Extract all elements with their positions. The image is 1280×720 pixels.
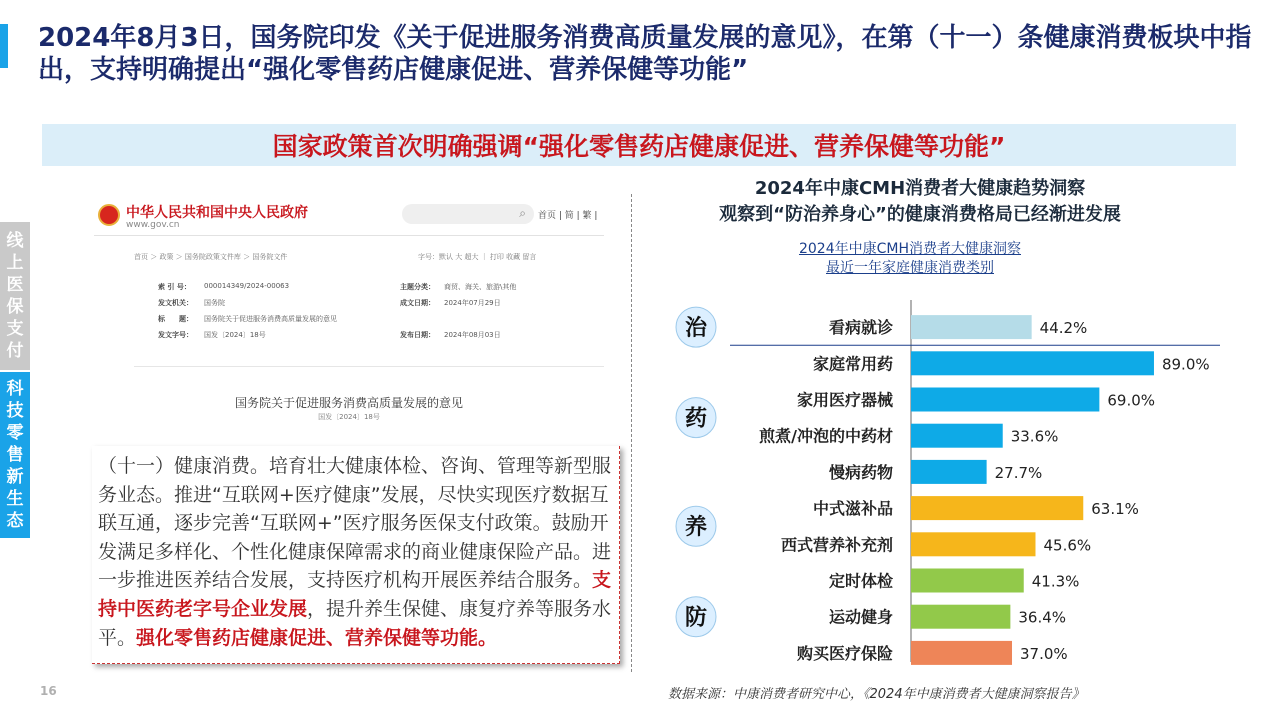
category-label: 看病就诊 <box>828 318 893 338</box>
chart-subtitle-line: 2024年中康CMH消费者大健康洞察 <box>798 241 1021 257</box>
doc-meta-row <box>158 330 598 346</box>
health-consumption-bar-chart <box>640 300 1220 672</box>
chart-subtitle-line: 最近一年家庭健康消费类别 <box>826 260 994 276</box>
doc-divider <box>134 366 604 367</box>
chart-title-line: 2024年中康CMH消费者大健康趋势洞察 <box>754 178 1086 199</box>
side-tab-char: 付 <box>6 341 24 361</box>
chart-subtitle <box>740 240 1080 278</box>
group-label: 药 <box>684 406 708 432</box>
quote-highlight: 强化零售药店健康促进、营养保健等功能。 <box>136 626 498 649</box>
doc-number: 国发〔2024〕18号 <box>318 413 380 421</box>
policy-quote-box <box>92 446 620 664</box>
gov-site-links[interactable]: 首页 | 简 | 繁 | <box>538 211 598 221</box>
bar-3 <box>911 388 1099 412</box>
page-number: 16 <box>40 684 57 698</box>
doc-meta-row <box>158 298 598 314</box>
data-label: 44.2% <box>1039 319 1088 338</box>
side-tab-char: 线 <box>6 231 24 251</box>
bar-6 <box>911 496 1083 520</box>
doc-meta-row <box>158 314 598 330</box>
group-label: 治 <box>684 316 708 342</box>
bar-7 <box>911 532 1035 556</box>
category-label: 煎煮/冲泡的中药材 <box>759 426 893 446</box>
meta-value: 国发〔2024〕18号 <box>204 331 266 339</box>
doc-metadata <box>158 282 598 346</box>
bar-10 <box>911 641 1012 665</box>
chart-title <box>640 176 1200 228</box>
data-label: 27.7% <box>994 463 1043 482</box>
headline-accent-bar <box>0 24 8 68</box>
quote-text: ，提升养生保健、康复疗养等服务水平。 <box>98 597 612 649</box>
banner-text: 国家政策首次明确强调“强化零售药店健康促进、营养保健等功能” <box>272 132 1006 161</box>
breadcrumb[interactable]: 首页 ＞ 政策 ＞ 国务院政策文件库 ＞ 国务院文件 <box>134 253 288 261</box>
side-tab-online-insurance[interactable] <box>0 222 30 370</box>
data-source: 数据来源：中康消费者研究中心，《2024年中康消费者大健康洞察报告》 <box>668 687 1085 702</box>
category-label: 购买医疗保险 <box>796 643 893 663</box>
national-emblem-icon <box>98 204 120 226</box>
data-label: 37.0% <box>1020 644 1068 663</box>
data-label: 45.6% <box>1043 536 1092 555</box>
meta-label: 发布日期： <box>400 331 435 339</box>
category-label: 运动健身 <box>828 607 893 627</box>
quote-text: （十一）健康消费。培育壮大健康体检、咨询、管理等新型服务业态。推进“互联网+医疗健康”发展，尽快实现医疗数据互联互通，逐步完善“互联网+”医疗服务医保支付政策。鼓励开发满足多样化、个性化健康保障需求的商业健康保险产品。进一步推进医养结合发展，支持医疗机构开展医养结合服务。 <box>98 455 612 592</box>
meta-label: 发文机关： <box>158 299 193 307</box>
doc-toolbar[interactable]: 字号：默认 大 超大 ｜ 打印 收藏 留言 <box>418 253 537 261</box>
meta-label: 索 引 号： <box>158 283 191 291</box>
data-label: 89.0% <box>1161 355 1210 374</box>
bar-1 <box>911 315 1032 339</box>
meta-value: 国务院关于促进服务消费高质量发展的意见 <box>204 315 337 323</box>
meta-value: 2024年07月29日 <box>444 299 501 307</box>
category-label: 家用医疗器械 <box>796 390 893 410</box>
side-tab-char: 技 <box>6 401 24 421</box>
policy-banner <box>42 124 1236 166</box>
side-tab-char: 医 <box>6 275 24 295</box>
bar-8 <box>911 569 1024 593</box>
gov-document-screenshot <box>94 184 604 434</box>
gov-site-url: www.gov.cn <box>126 220 180 230</box>
side-tab-char: 科 <box>6 379 24 399</box>
meta-label: 成文日期： <box>400 299 435 307</box>
data-label: 63.1% <box>1091 500 1139 519</box>
gov-site-header <box>94 184 604 236</box>
side-tab-char: 零 <box>6 423 24 443</box>
quote-highlight: 支持中医药老字号企业发展 <box>98 569 612 620</box>
meta-value: 国务院 <box>204 299 225 307</box>
page-headline: 2024年8月3日，国务院印发《关于促进服务消费高质量发展的意见》，在第（十一）条健康消费板块中指出，支持明确提出“强化零售药店健康促进、营养保健等功能” <box>38 23 1252 85</box>
data-label: 33.6% <box>1010 427 1059 446</box>
category-label: 中式滋补品 <box>812 499 893 519</box>
meta-label: 发文字号： <box>158 331 193 339</box>
category-label: 慢病药物 <box>828 462 893 482</box>
data-label: 41.3% <box>1031 572 1080 591</box>
bar-2 <box>911 351 1154 375</box>
search-icon[interactable]: ⌕ <box>519 206 526 220</box>
gov-site-name: 中华人民共和国中央人民政府 <box>126 205 308 221</box>
category-label: 西式营养补充剂 <box>780 535 893 555</box>
chart-title-line: 观察到“防治养身心”的健康消费格局已经渐进发展 <box>719 204 1121 225</box>
group-label: 防 <box>684 605 708 631</box>
data-label: 36.4% <box>1018 608 1067 627</box>
side-tab-char: 售 <box>6 445 24 465</box>
doc-title: 国务院关于促进服务消费高质量发展的意见 <box>234 396 463 410</box>
group-label: 养 <box>684 515 708 541</box>
bar-9 <box>911 605 1010 629</box>
meta-value: 000014349/2024-00063 <box>204 282 290 290</box>
category-label: 定时体检 <box>828 571 893 591</box>
bar-4 <box>911 424 1003 448</box>
category-label: 家庭常用药 <box>812 354 893 374</box>
gov-search-input[interactable] <box>402 204 534 224</box>
side-tab-char: 新 <box>6 467 24 487</box>
bar-5 <box>911 460 987 484</box>
data-label: 69.0% <box>1107 391 1156 410</box>
side-tab-char: 态 <box>6 511 24 531</box>
meta-value: 2024年08月03日 <box>444 331 501 339</box>
column-divider <box>631 194 632 672</box>
side-tab-tech-retail[interactable] <box>0 372 30 538</box>
doc-meta-row <box>158 282 598 298</box>
meta-label: 标 题： <box>158 315 193 323</box>
meta-value: 商贸、海关、旅游\其他 <box>444 283 517 291</box>
side-tab-char: 支 <box>6 319 24 339</box>
side-tab-char: 上 <box>6 253 24 273</box>
side-tab-char: 保 <box>6 297 24 317</box>
side-tab-char: 生 <box>6 489 24 509</box>
meta-label: 主题分类： <box>400 283 435 291</box>
